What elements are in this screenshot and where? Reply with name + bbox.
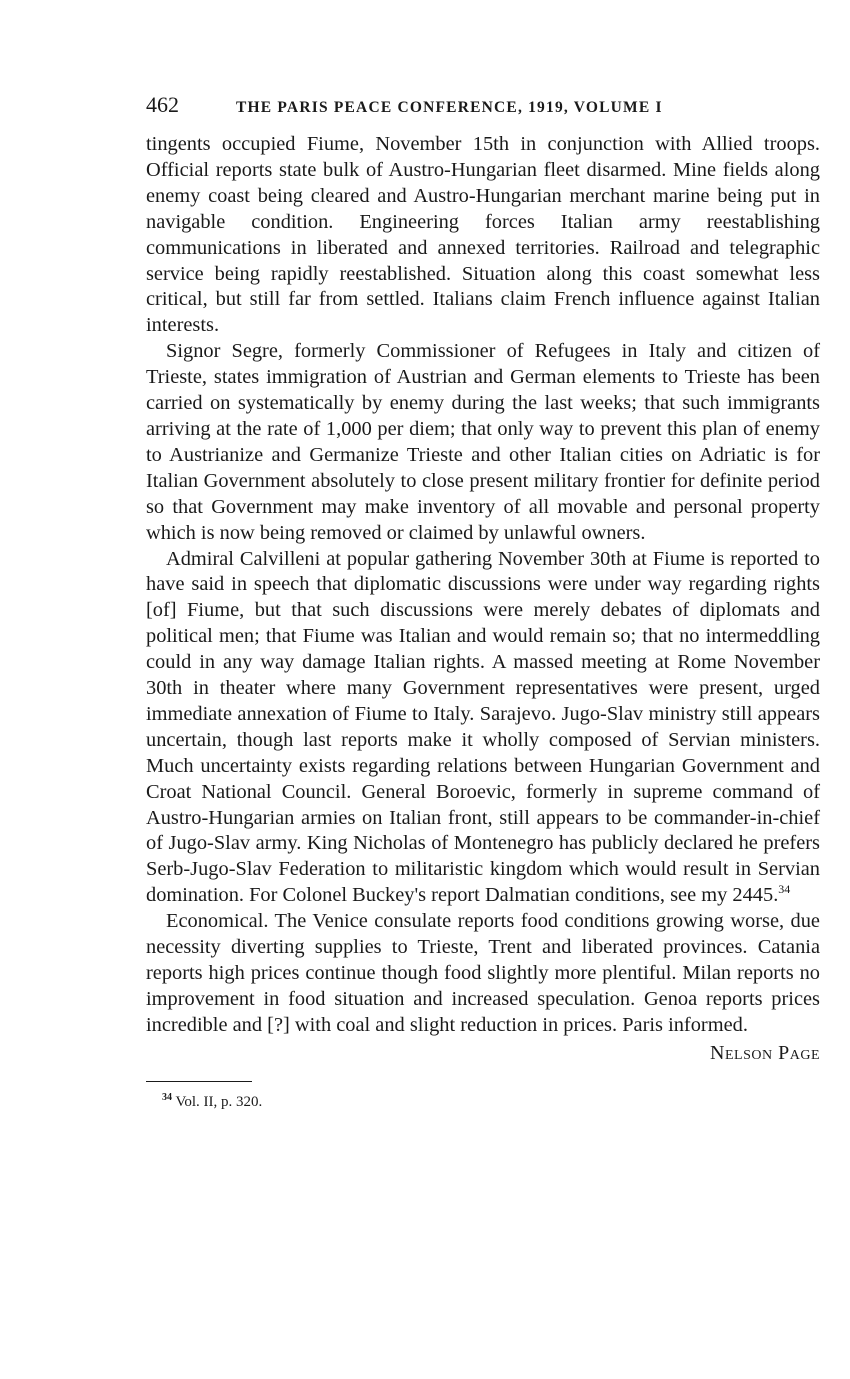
document-page <box>146 92 820 1111</box>
footnote <box>146 1092 820 1111</box>
signature: Nelson Page <box>710 1041 820 1064</box>
footnote-rule <box>146 1081 252 1082</box>
running-title: THE PARIS PEACE CONFERENCE, 1919, VOLUME I <box>236 99 663 116</box>
paragraph-2: Signor Segre, formerly Commissioner of Refugees in Italy and citizen of Trieste, states immigration of Austrian and German elements to Trieste has been carried on systematically by enemy during the last weeks; that such immigrants arriving at the rate of 1,000 per diem; that only way to prevent this plan of enemy to Austrianize and Germanize Trieste and other Italian cities on Adriatic is for Italian Government absolutely to close present military frontier for definite period so that Government may make inventory of all movable and personal property which is now being removed or claimed by unlawful owners. <box>146 340 820 544</box>
paragraph-4: Economical. The Venice consulate reports food conditions growing worse, due necessity diverting supplies to Trieste, Trent and liberated provinces. Catania reports high prices continue though food slightly more plentiful. Milan reports no improvement in food situation and increased speculation. Genoa reports prices incredible and [?] with coal and slight reduction in prices. Paris informed. <box>146 910 820 1036</box>
page-number: 462 <box>146 92 179 117</box>
paragraph-1: tingents occupied Fiume, November 15th in conjunction with Allied troops. Official reports state bulk of Austro-Hungarian fleet disarmed. Mine fields along enemy coast being cleared and Austro-Hungarian merchant marine being put in navigable condition. Engineering forces Italian army reestablishing communications in liberated and annexed territories. Railroad and telegraphic service being rapidly reestablished. Situation along this coast somewhat less critical, but still far from settled. Italians claim French influence against Italian interests. <box>146 133 820 337</box>
paragraph-3-text: Admiral Calvilleni at popular gathering November 30th at Fiume is reported to have said in speech that diplomatic discussions were under way regarding rights [of] Fiume, but that such discussions were merely debates of diplomats and political men; that Fiume was Italian and would remain so; that no intermeddling could in any way damage Italian rights. A massed meeting at Rome November 30th in theater where many Government representatives were present, urged immediate annexation of Fiume to Italy. Sarajevo. Jugo-Slav ministry still appears uncertain, though last reports make it wholly composed of Servian ministers. Much uncertainty exists regarding relations between Hungarian Government and Croat National Council. General Boroevic, formerly in supreme command of Austro-Hungarian armies on Italian front, still appears to be commander-in-chief of Jugo-Slav army. King Nicholas of Montenegro has publicly declared he prefers Serb-Jugo-Slav Federation to militaristic kingdom which would result in Servian domination. For Colonel Buckey's report Dalmatian conditions, see my 2445. <box>146 547 820 907</box>
footnote-text: Vol. II, p. 320. <box>175 1093 263 1110</box>
body-text <box>146 132 820 1039</box>
paragraph-3 <box>146 547 820 910</box>
footnote-reference: 34 <box>778 882 791 897</box>
footnote-mark: 34 <box>162 1091 172 1103</box>
running-head <box>146 92 820 128</box>
